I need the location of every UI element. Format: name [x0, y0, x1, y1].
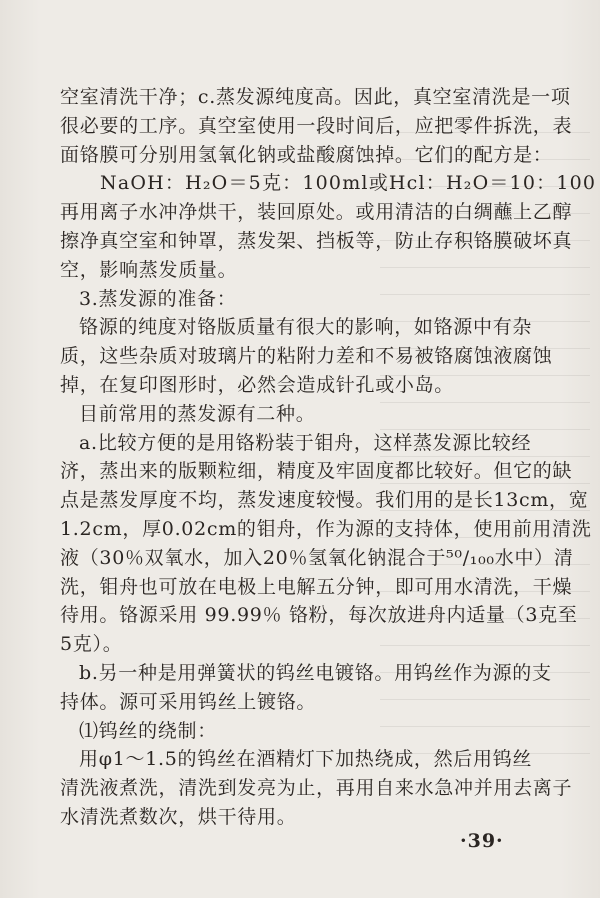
- text-line: 济，蒸出来的版颗粒细，精度及牢固度都比较好。但它的缺: [60, 460, 573, 483]
- text-line: 液（30％双氧水，加入20％氢氧化钠混合于⁵⁰/₁₀₀水中）清: [60, 546, 574, 569]
- text-line: 掉，在复印图形时，必然会造成针孔或小岛。: [60, 373, 455, 396]
- text-line: 面铬膜可分别用氢氧化钠或盐酸腐蚀掉。它们的配方是：: [60, 143, 553, 166]
- formula-line: NaOH：H₂O＝5克：100ml或Hcl：H₂O＝10：100: [100, 172, 597, 195]
- text-line: 清洗液煮洗，清洗到发亮为止，再用自来水急冲并用去离子: [60, 777, 573, 800]
- text-line: 水清洗煮数次，烘干待用。: [60, 805, 297, 828]
- text-line: 洗，钼舟也可放在电极上电解五分钟，即可用水清洗，干燥: [60, 575, 573, 598]
- text-line: ⑴钨丝的绕制：: [79, 719, 217, 742]
- text-line: 空，影响蒸发质量。: [60, 258, 238, 281]
- text-line: a.比较方便的是用铬粉装于钼舟，这样蒸发源比较经: [79, 431, 532, 454]
- text-line: 空室清洗干净；c.蒸发源纯度高。因此，真空室清洗是一项: [60, 86, 571, 108]
- text-line: 用φ1～1.5的钨丝在酒精灯下加热绕成，然后用钨丝: [79, 748, 533, 771]
- text-line: 5克）。: [60, 633, 123, 656]
- text-line: 3.蒸发源的准备：: [79, 287, 237, 310]
- text-line: 目前常用的蒸发源有二种。: [79, 402, 316, 425]
- text-line: b.另一种是用弹簧状的钨丝电镀铬。用钨丝作为源的支: [79, 661, 552, 684]
- text-line: 点是蒸发厚度不均，蒸发速度较慢。我们用的是长13cm，宽: [60, 489, 589, 512]
- body-text: [60, 84, 597, 833]
- text-line: 持体。源可采用钨丝上镀铬。: [60, 690, 317, 713]
- page-number: ·39·: [460, 830, 504, 852]
- text-line: 再用离子水冲净烘干，装回原处。或用清洁的白绸蘸上乙醇: [60, 201, 573, 224]
- text-line: 铬源的纯度对铬版质量有很大的影响，如铬源中有杂: [79, 316, 533, 339]
- text-line: 擦净真空室和钟罩，蒸发架、挡板等，防止存积铬膜破坏真: [60, 229, 573, 252]
- text-line: 1.2cm，厚0.02cm的钼舟，作为源的支持体，使用前用清洗: [60, 517, 592, 540]
- text-line: 待用。铬源采用 99.99％ 铬粉，每次放进舟内适量（3克至: [60, 604, 578, 627]
- text-line: 质，这些杂质对玻璃片的粘附力差和不易被铬腐蚀液腐蚀: [60, 345, 553, 368]
- text-line: 很必要的工序。真空室使用一段时间后，应把零件拆洗，表: [60, 114, 573, 137]
